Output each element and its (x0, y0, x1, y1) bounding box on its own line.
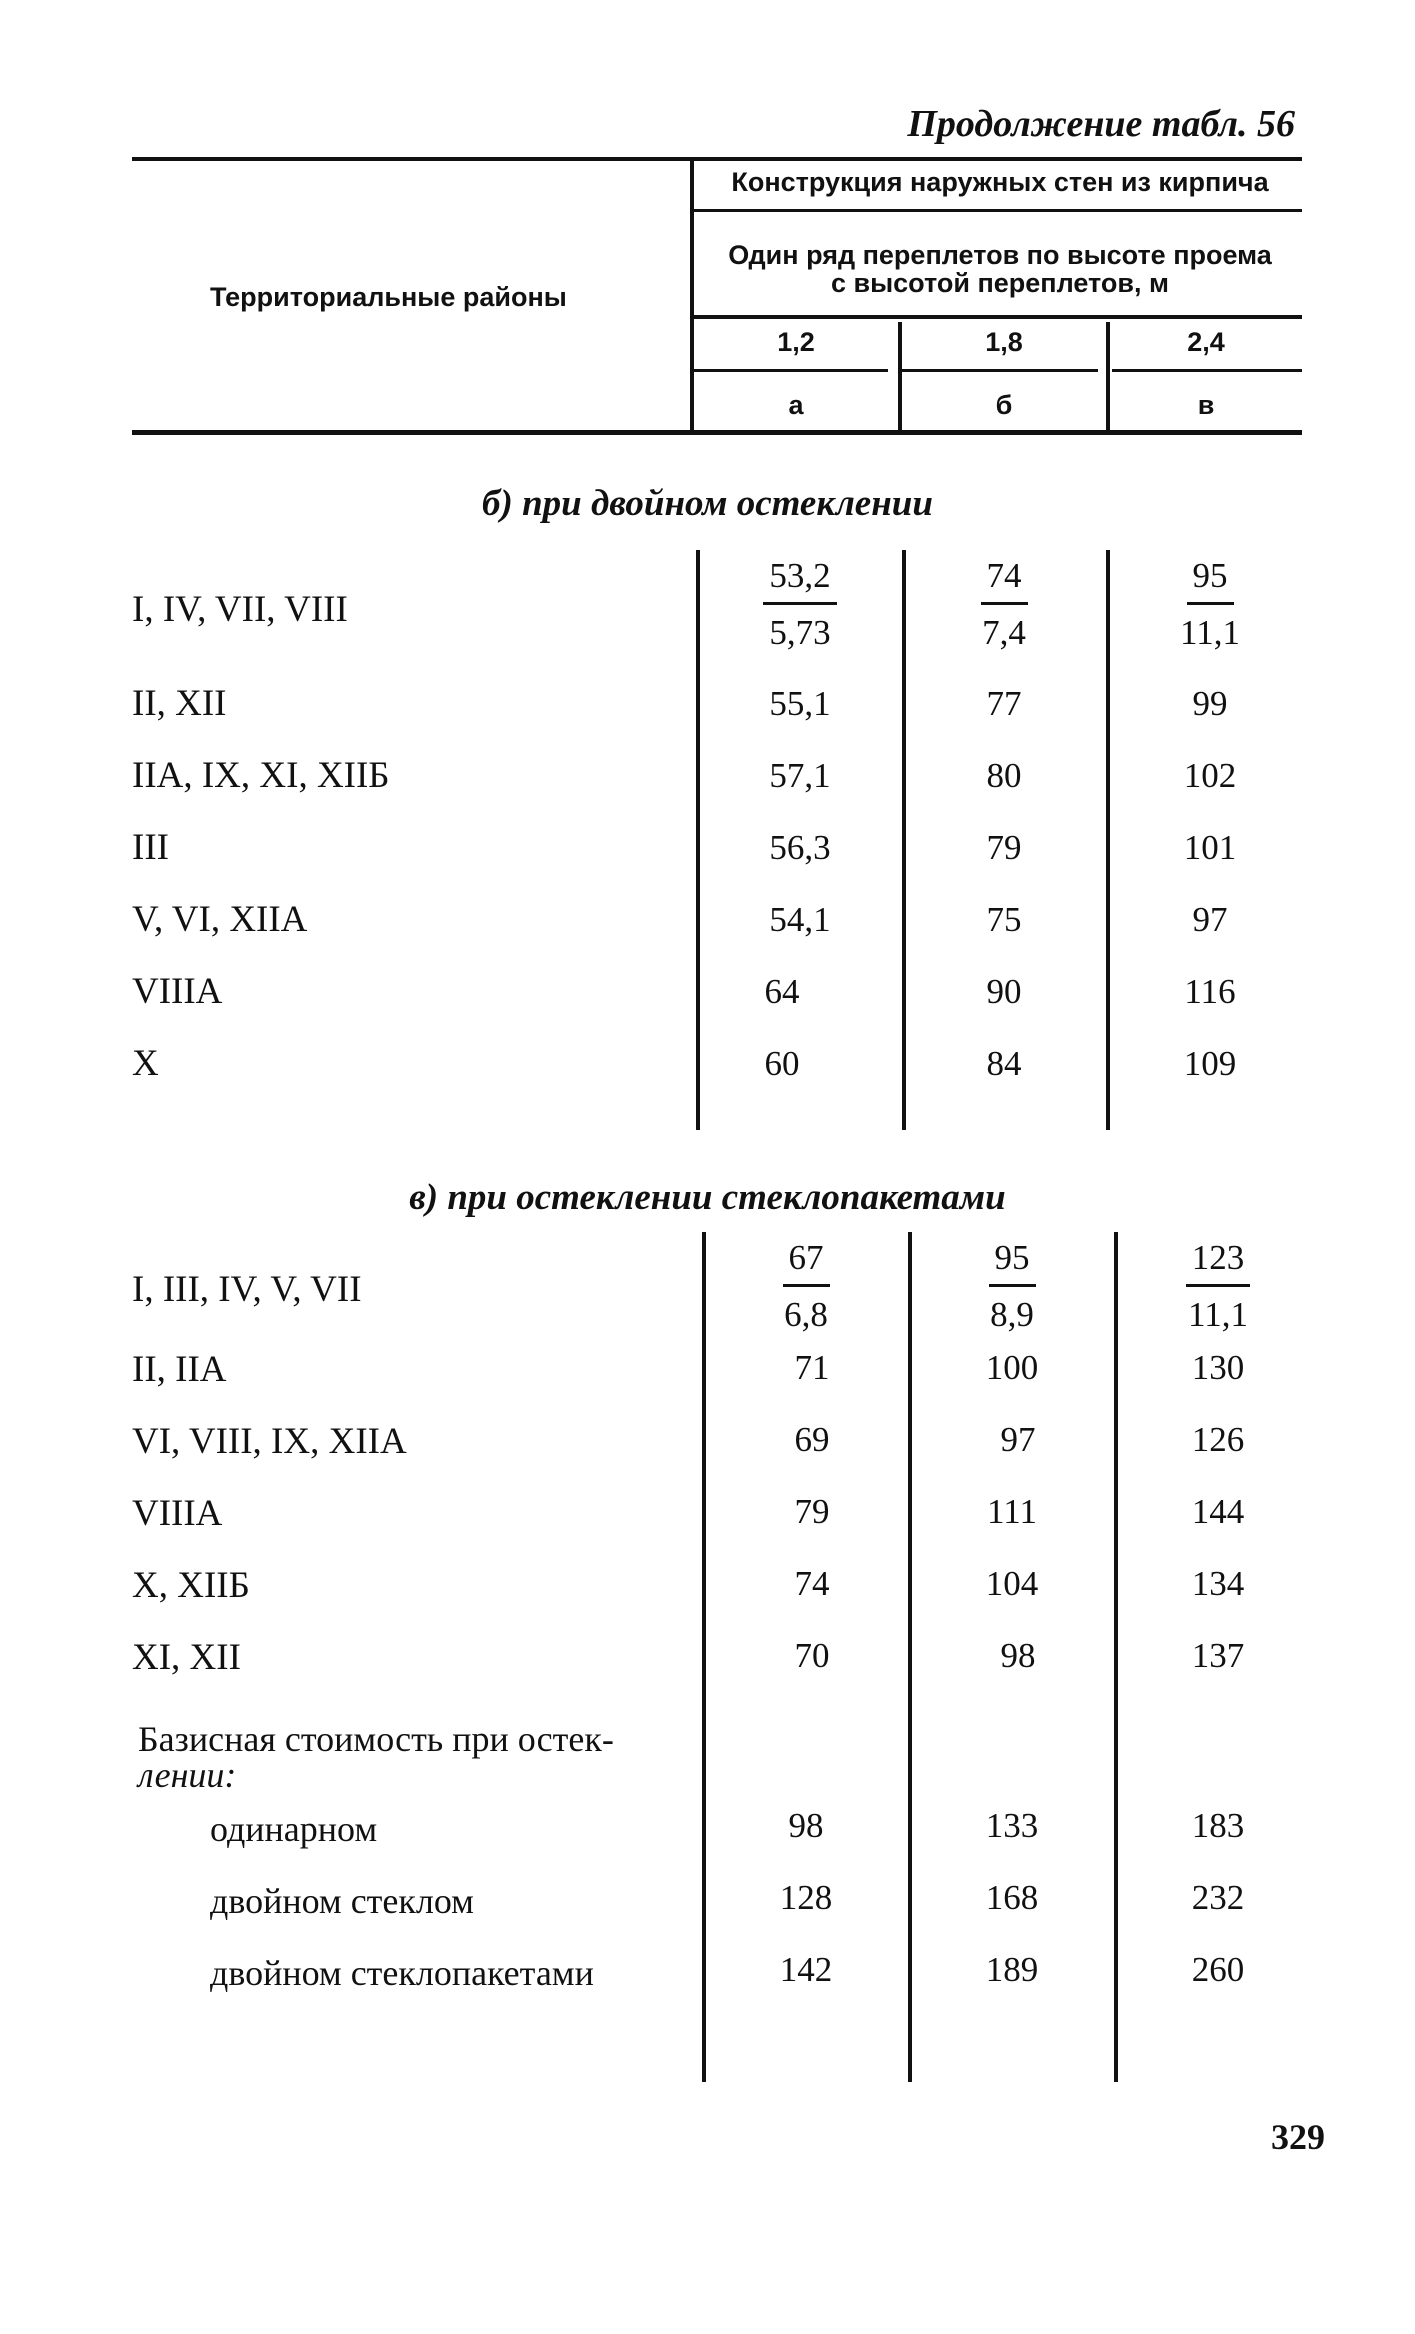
section-c-row-value-b: 98 (1000, 1636, 1036, 1675)
section-b-row-label: III (132, 827, 169, 868)
section-b-row-value-b: 77 (986, 684, 1022, 723)
section-b-row-label: II, XII (132, 683, 227, 724)
section-b-row-value-b: 75 (986, 900, 1022, 939)
section-b-row-value-a: 60 (764, 1044, 800, 1083)
section-b-row-value-b: 79 (986, 828, 1022, 867)
section-c-row-value-v: 134 (1191, 1564, 1245, 1603)
fraction-numerator: 74 (981, 556, 1028, 605)
section-c-row-value-a: 70 (794, 1636, 830, 1675)
section-b-row-value-v: 109 (1183, 1044, 1237, 1083)
section-c-row-value-a: 74 (794, 1564, 830, 1603)
base-cost-value-b: 168 (985, 1878, 1039, 1917)
section-b-row-label: V, VI, XIIА (132, 899, 308, 940)
section-b-row-label: X (132, 1043, 159, 1084)
header-letter-a: а (788, 390, 804, 420)
section-b-row-value-a: 54,1 (769, 900, 831, 939)
section-c-first-col-a (706, 1238, 906, 1337)
section-b-row-value-a: 64 (764, 972, 800, 1011)
section-c-row-value-a: 69 (794, 1420, 830, 1459)
section-c-first-col-v (1118, 1238, 1318, 1337)
header-row-label: Территориальные районы (210, 282, 567, 312)
section-c-row-value-v: 126 (1191, 1420, 1245, 1459)
fraction-denominator: 5,73 (769, 613, 831, 652)
base-cost-value-v: 232 (1191, 1878, 1245, 1917)
section-c-row-label: X, XIIБ (132, 1565, 250, 1606)
header-letter-b: б (995, 390, 1013, 420)
fraction-numerator: 67 (783, 1238, 830, 1287)
section-b-first-col-v (1110, 556, 1310, 655)
page-number: 329 (1271, 2117, 1325, 2157)
header-height-1: 1,2 (777, 327, 815, 357)
section-c-row-label: VIIIА (132, 1493, 223, 1534)
fraction-numerator: 95 (989, 1238, 1036, 1287)
base-cost-heading-line2: лении: (138, 1755, 237, 1795)
base-cost-row-label: двойном стеклом (210, 1881, 474, 1921)
construction-rule (692, 209, 1302, 212)
section-c-row-value-b: 100 (985, 1348, 1039, 1387)
base-cost-value-b: 133 (985, 1806, 1039, 1845)
base-cost-value-v: 260 (1191, 1950, 1245, 1989)
section-b-row-value-b: 90 (986, 972, 1022, 1011)
section-c-first-label: I, III, IV, V, VII (132, 1269, 362, 1310)
section-c-row-value-b: 97 (1000, 1420, 1036, 1459)
section-b-row-value-b: 84 (986, 1044, 1022, 1083)
fraction-numerator: 53,2 (763, 556, 836, 605)
base-cost-value-a: 142 (779, 1950, 833, 1989)
height-rule-1 (692, 369, 888, 372)
section-b-row-value-a: 56,3 (769, 828, 831, 867)
section-b-row-value-v: 116 (1184, 972, 1236, 1011)
section-b-row-value-b: 80 (986, 756, 1022, 795)
base-cost-heading-line1: Базисная стоимость при остек- (138, 1719, 614, 1759)
section-c-row-value-a: 79 (794, 1492, 830, 1531)
fraction-denominator: 7,4 (982, 613, 1026, 652)
section-c-row-value-b: 104 (985, 1564, 1039, 1603)
header-bottom-rule (132, 430, 1302, 435)
section-c-row-value-a: 71 (794, 1348, 830, 1387)
base-cost-value-v: 183 (1191, 1806, 1245, 1845)
section-c-row-label: VI, VIII, IX, XIIА (132, 1421, 407, 1462)
base-cost-value-a: 128 (779, 1878, 833, 1917)
base-cost-row-label: одинарном (210, 1809, 378, 1849)
section-b-title: б) при двойном остеклении (482, 483, 933, 524)
section-b-first-col-a (700, 556, 900, 655)
header-sash-line1: Один ряд переплетов по высоте проема (728, 240, 1272, 270)
section-b-row-value-v: 101 (1183, 828, 1237, 867)
header-height-2: 1,8 (985, 327, 1023, 357)
height-rule-3 (1112, 369, 1302, 372)
base-cost-value-b: 189 (985, 1950, 1039, 1989)
header-construction: Конструкция наружных стен из кирпича (731, 167, 1269, 197)
section-c-row-label: II, IIА (132, 1349, 227, 1390)
base-cost-row-label: двойном стеклопакетами (210, 1953, 594, 1993)
section-b-first-label: I, IV, VII, VIII (132, 589, 348, 630)
section-b-row-value-v: 99 (1192, 684, 1228, 723)
section-c-row-value-v: 130 (1191, 1348, 1245, 1387)
section-c-first-col-b (912, 1238, 1112, 1337)
section-b-first-col-b (904, 556, 1104, 655)
fraction-denominator: 8,9 (990, 1295, 1034, 1334)
section-c-row-label: XI, XII (132, 1637, 241, 1678)
section-b-row-value-a: 55,1 (769, 684, 831, 723)
section-c-row-value-b: 111 (987, 1492, 1037, 1531)
section-b-row-value-v: 97 (1192, 900, 1228, 939)
section-b-row-label: VIIIА (132, 971, 223, 1012)
sash-rule (692, 315, 1302, 319)
fraction-denominator: 11,1 (1180, 613, 1240, 652)
table-top-rule (132, 157, 1302, 161)
section-c-row-value-v: 137 (1191, 1636, 1245, 1675)
section-b-row-value-v: 102 (1183, 756, 1237, 795)
fraction-numerator: 123 (1186, 1238, 1251, 1287)
header-letter-v: в (1197, 390, 1215, 420)
fraction-denominator: 11,1 (1188, 1295, 1248, 1334)
header-sash-line2: с высотой переплетов, м (830, 268, 1169, 298)
section-b-row-value-a: 57,1 (769, 756, 831, 795)
height-rule-2 (902, 369, 1098, 372)
section-c-row-value-v: 144 (1191, 1492, 1245, 1531)
base-cost-value-a: 98 (788, 1806, 824, 1845)
header-height-3: 2,4 (1187, 327, 1225, 357)
section-b-row-label: IIА, IX, XI, XIIБ (132, 755, 390, 796)
fraction-denominator: 6,8 (784, 1295, 828, 1334)
continuation-caption: Продолжение табл. 56 (907, 103, 1295, 145)
section-c-title: в) при остеклении стеклопакетами (409, 1177, 1006, 1218)
fraction-numerator: 95 (1187, 556, 1234, 605)
